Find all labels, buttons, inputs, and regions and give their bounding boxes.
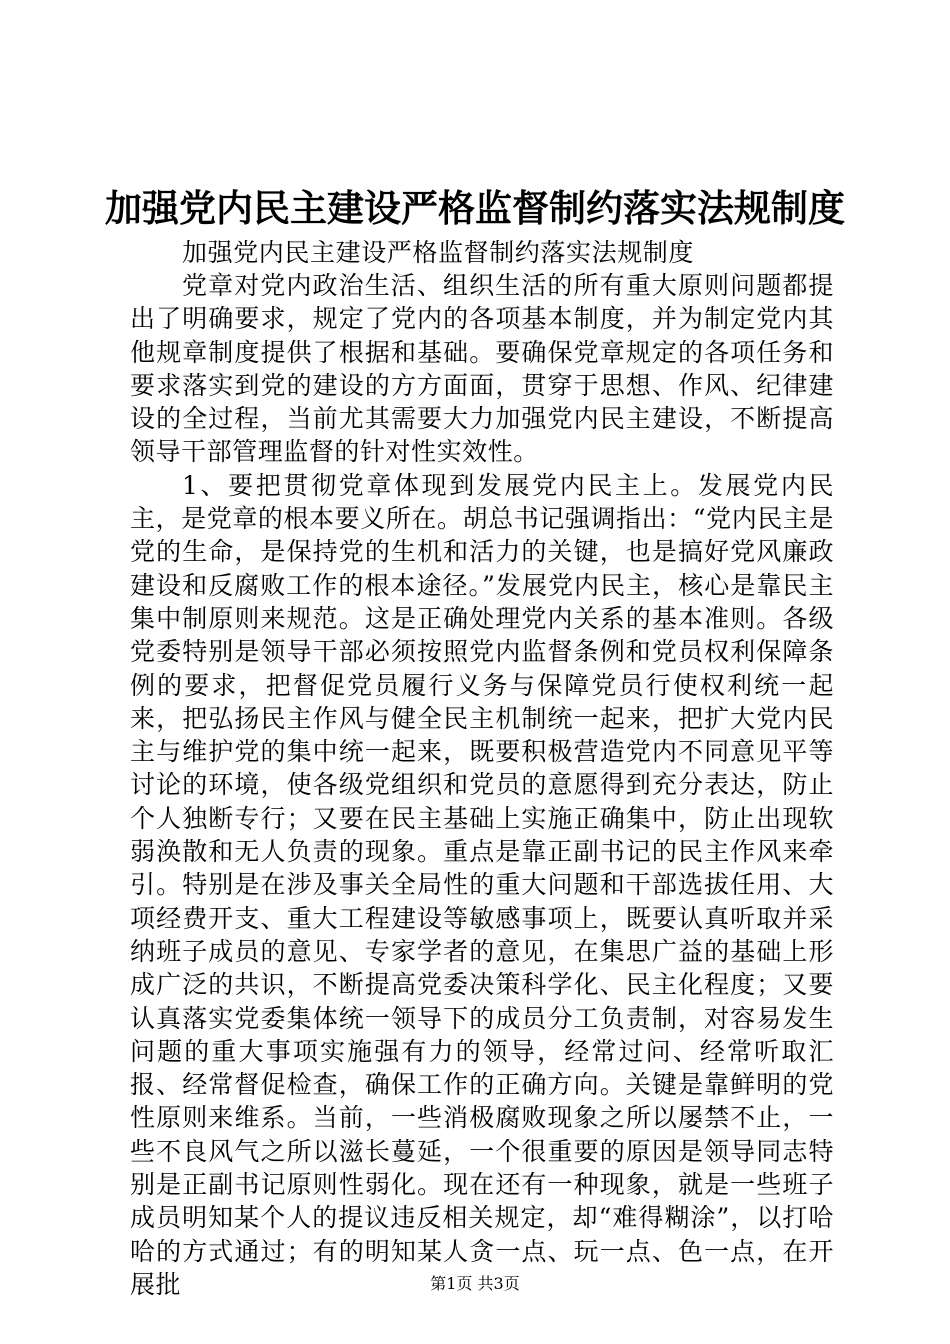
page-footer: 第1页 共3页 (430, 1274, 520, 1293)
page-title: 加强党内民主建设严格监督制约落实法规制度 (105, 186, 845, 230)
paragraph-section-1: 1、要把贯彻党章体现到发展党内民主上。发展党内民主，是党章的根本要义所在。胡总书记强调指出：“党内民主是党的生命，是保持党的生机和活力的关键，也是搞好党风廉政建设和反腐败工作的根本途径。”发展党内民主，核心是靠民主集中制原则来规范。这是正确处理党内关系的基本准则。各级党委特别是领导干部必须按照党内监督条例和党员权利保障条例的要求，把督促党员履行义务与保障党员行使权利统一起来，把弘扬民主作风与健全民主机制统一起来，把扩大党内民主与维护党的集中统一起来，既要积极营造党内不同意见平等讨论的环境，使各级党组织和党员的意愿得到充分表达，防止个人独断专行；又要在民主基础上实施正确集中，防止出现软弱涣散和无人负责的现象。重点是靠正副书记的民主作风来牵引。特别是在涉及事关全局性的重大问题和干部选拔任用、大项经费开支、重大工程建设等敏感事项上，既要认真听取并采纳班子成员的意见、专家学者的意见，在集思广益的基础上形成广泛的共识，不断提高党委决策科学化、民主化程度；又要认真落实党委集体统一领导下的成员分工负责制，对容易发生问题的重大事项实施强有力的领导，经常过问、经常听取汇报、经常督促检查，确保工作的正确方向。关键是靠鲜明的党性原则来维系。当前，一些消极腐败现象之所以屡禁不止，一些不良风气之所以滋长蔓延，一个很重要的原因是领导同志特别是正副书记原则性弱化。现在还有一种现象，就是一些班子成员明知某个人的提议违反相关规定，却“难得糊涂”，以打哈哈的方式通过；有的明知某人贪一点、玩一点、色一点，在开展批 (130, 470, 834, 1299)
document-subtitle: 加强党内民主建设严格监督制约落实法规制度 (182, 238, 695, 267)
document-body (130, 236, 834, 1301)
paragraph-intro: 党章对党内政治生活、组织生活的所有重大原则问题都提出了明确要求，规定了党内的各项基本制度，并为制定党内其他规章制度提供了根据和基础。要确保党章规定的各项任务和要求落实到党的建设的方方面面，贯穿于思想、作风、纪律建设的全过程，当前尤其需要大力加强党内民主建设，不断提高领导干部管理监督的针对性实效性。 (130, 271, 834, 467)
